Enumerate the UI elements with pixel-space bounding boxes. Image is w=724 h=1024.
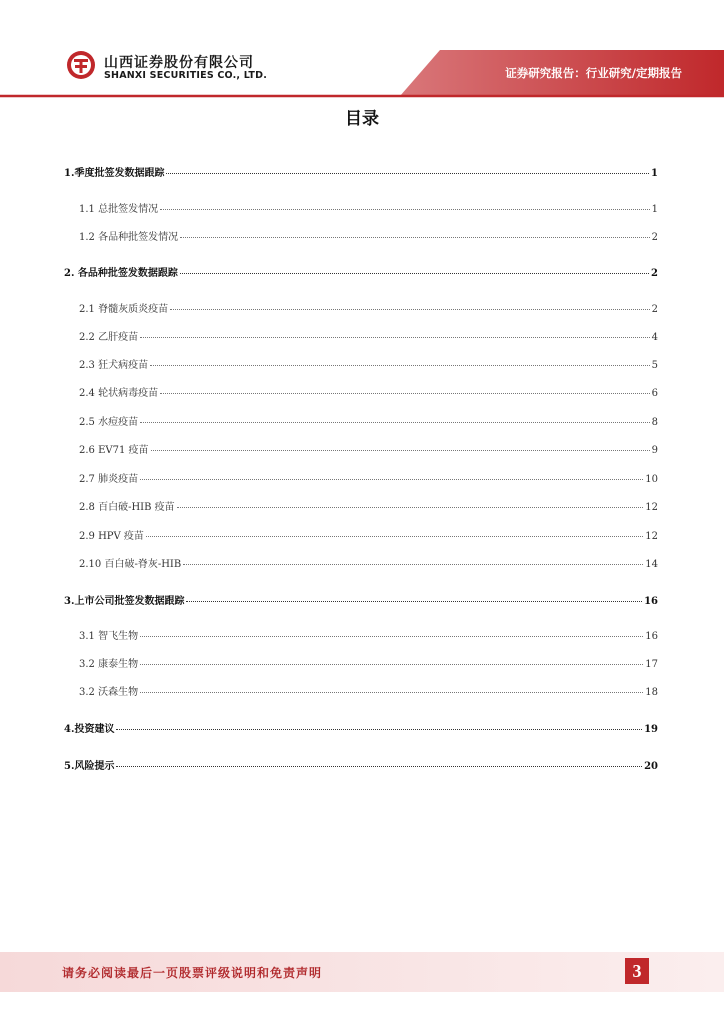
toc-leader-dots bbox=[116, 729, 642, 730]
toc-leader-dots bbox=[151, 450, 650, 451]
toc-entry-page: 6 bbox=[651, 388, 658, 399]
toc-entry-label: 5.风险提示 bbox=[64, 761, 115, 772]
toc-leader-dots bbox=[150, 365, 650, 366]
toc-entry-label: 2. 各品种批签发数据跟踪 bbox=[64, 268, 178, 279]
toc-leader-dots bbox=[140, 422, 650, 423]
toc-leader-dots bbox=[140, 664, 643, 665]
toc-entry[interactable] bbox=[79, 627, 658, 643]
toc-entry-label: 3.上市公司批签发数据跟踪 bbox=[64, 596, 185, 607]
toc-entry-page: 2 bbox=[651, 304, 658, 315]
toc-entry-page: 1 bbox=[651, 204, 658, 215]
toc-entry[interactable] bbox=[64, 757, 658, 773]
toc-entry-page: 9 bbox=[651, 445, 658, 456]
toc-entry[interactable] bbox=[79, 384, 658, 400]
page-footer bbox=[0, 952, 724, 992]
toc-entry[interactable] bbox=[79, 555, 658, 571]
toc-entry-label: 1.季度批签发数据跟踪 bbox=[64, 168, 165, 179]
toc-leader-dots bbox=[186, 601, 642, 602]
toc-entry[interactable] bbox=[79, 328, 658, 344]
toc-entry-page: 18 bbox=[645, 687, 658, 698]
toc-entry-label: 2.3 狂犬病疫苗 bbox=[79, 360, 149, 371]
toc-entry-label: 2.10 百白破-脊灰-HIB bbox=[79, 559, 182, 570]
toc-entry-label: 2.6 EV71 疫苗 bbox=[79, 445, 149, 456]
toc-entry[interactable] bbox=[79, 441, 658, 457]
toc-entry-page: 2 bbox=[651, 268, 658, 279]
toc-entry-page: 8 bbox=[651, 417, 658, 428]
toc-entry-page: 17 bbox=[645, 659, 658, 670]
toc-leader-dots bbox=[140, 337, 650, 338]
toc-entry[interactable] bbox=[64, 720, 658, 736]
toc-entry-page: 10 bbox=[645, 474, 658, 485]
toc-leader-dots bbox=[140, 479, 643, 480]
toc-entry-label: 2.9 HPV 疫苗 bbox=[79, 531, 144, 542]
toc-title: 目录 bbox=[345, 109, 379, 129]
toc-entry-page: 12 bbox=[645, 502, 658, 513]
toc-entry[interactable] bbox=[79, 527, 658, 543]
toc-entry[interactable] bbox=[79, 413, 658, 429]
toc-entry[interactable] bbox=[79, 655, 658, 671]
header-red-band bbox=[0, 0, 724, 100]
toc-leader-dots bbox=[140, 692, 643, 693]
toc-entry[interactable] bbox=[79, 228, 658, 244]
toc-leader-dots bbox=[116, 766, 642, 767]
toc-leader-dots bbox=[160, 209, 650, 210]
toc-entry-label: 2.5 水痘疫苗 bbox=[79, 417, 139, 428]
toc-entry-label: 3.2 沃森生物 bbox=[79, 687, 139, 698]
toc-leader-dots bbox=[170, 309, 650, 310]
toc-leader-dots bbox=[180, 273, 649, 274]
toc-entry-label: 1.2 各品种批签发情况 bbox=[79, 232, 179, 243]
toc-leader-dots bbox=[183, 564, 643, 565]
toc-leader-dots bbox=[180, 237, 650, 238]
toc-entry-label: 2.4 轮状病毒疫苗 bbox=[79, 388, 159, 399]
report-type-tag: 证券研究报告：行业研究/定期报告 bbox=[505, 66, 682, 80]
toc-entry[interactable] bbox=[79, 683, 658, 699]
page-number: 3 bbox=[625, 958, 649, 984]
toc-entry[interactable] bbox=[79, 498, 658, 514]
company-logo-icon bbox=[66, 50, 96, 80]
toc-entry[interactable] bbox=[79, 200, 658, 216]
toc-entry-label: 2.7 肺炎疫苗 bbox=[79, 474, 139, 485]
company-name-cn: 山西证券股份有限公司 bbox=[104, 55, 254, 71]
toc-entry-label: 2.1 脊髓灰质炎疫苗 bbox=[79, 304, 169, 315]
toc-leader-dots bbox=[160, 393, 650, 394]
disclaimer-notice: 请务必阅读最后一页股票评级说明和免责声明 bbox=[62, 966, 323, 980]
toc-entry-page: 14 bbox=[645, 559, 658, 570]
toc-entry-label: 1.1 总批签发情况 bbox=[79, 204, 159, 215]
toc-entry-page: 16 bbox=[644, 596, 658, 607]
toc-leader-dots bbox=[177, 507, 644, 508]
toc-entry[interactable] bbox=[79, 470, 658, 486]
toc-entry[interactable] bbox=[79, 356, 658, 372]
toc-entry-label: 3.2 康泰生物 bbox=[79, 659, 139, 670]
toc-entry[interactable] bbox=[79, 300, 658, 316]
toc-leader-dots bbox=[146, 536, 643, 537]
toc-leader-dots bbox=[166, 173, 649, 174]
toc-entry-page: 1 bbox=[651, 168, 658, 179]
toc-entry[interactable] bbox=[64, 264, 658, 280]
toc-entry-label: 2.2 乙肝疫苗 bbox=[79, 332, 139, 343]
toc-entry-page: 4 bbox=[651, 332, 658, 343]
toc-entry[interactable] bbox=[64, 164, 658, 180]
toc-entry-label: 4.投资建议 bbox=[64, 724, 115, 735]
toc-entry-page: 5 bbox=[651, 360, 658, 371]
company-name-en: SHANXI SECURITIES CO., LTD. bbox=[104, 70, 268, 81]
toc-entry-page: 12 bbox=[645, 531, 658, 542]
page-header bbox=[0, 0, 724, 100]
toc-entry-page: 20 bbox=[644, 761, 658, 772]
toc-entry-page: 19 bbox=[644, 724, 658, 735]
toc-leader-dots bbox=[140, 636, 643, 637]
toc-entry-label: 3.1 智飞生物 bbox=[79, 631, 139, 642]
toc-entry-label: 2.8 百白破-HIB 疫苗 bbox=[79, 502, 175, 513]
toc-entry-page: 16 bbox=[645, 631, 658, 642]
toc-entry-page: 2 bbox=[651, 232, 658, 243]
toc-entry[interactable] bbox=[64, 592, 658, 608]
